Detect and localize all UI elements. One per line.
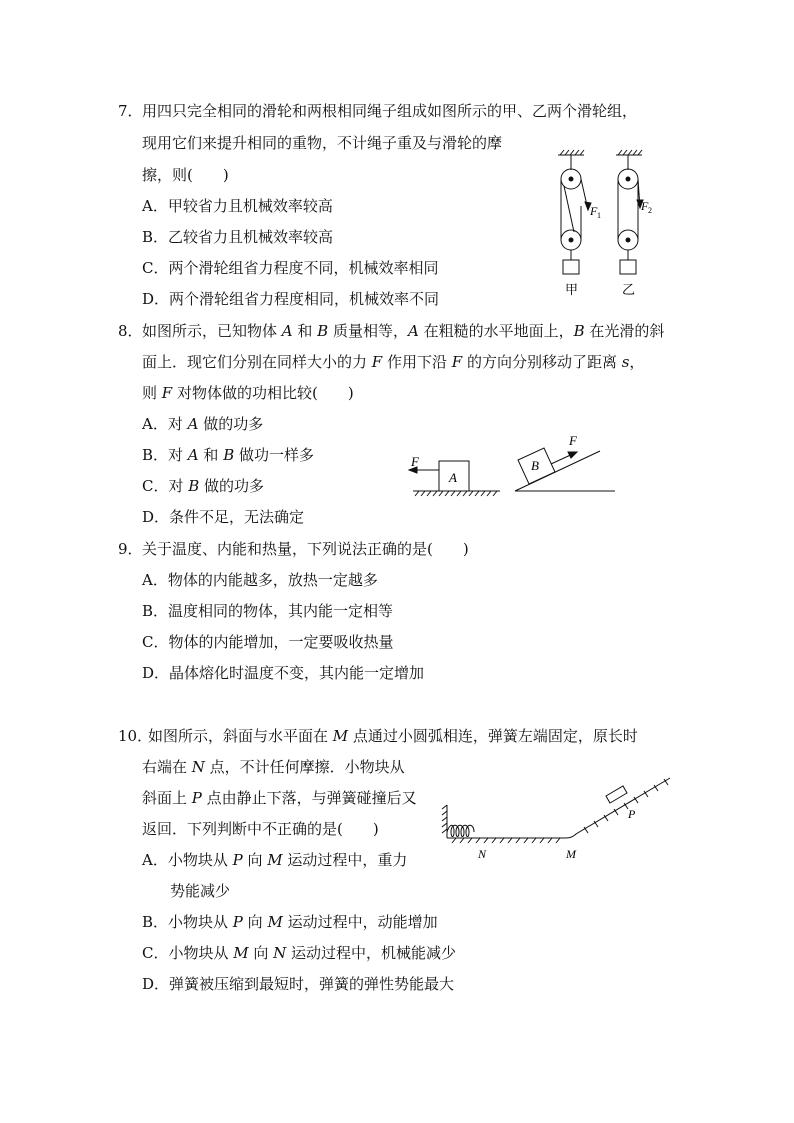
q7-number: 7． — [118, 102, 143, 120]
block-a-label: A — [449, 470, 457, 485]
weight-yi — [620, 260, 636, 274]
q10-option-c: C．小物块从 M 向 N 运动过程中，机械能减少 — [142, 944, 457, 962]
q8-number: 8． — [118, 322, 143, 340]
weight-jia — [563, 260, 579, 274]
q7-option-d: D．两个滑轮组省力程度相同，机械效率不同 — [142, 290, 440, 308]
force-incline-label: F — [569, 433, 577, 448]
label-jia: 甲 — [565, 282, 579, 297]
small-block — [606, 786, 627, 803]
force-f2-label: F — [641, 199, 649, 213]
q9-option-d: D．晶体熔化时温度不变，其内能一定增加 — [142, 664, 425, 682]
force-f1-subscript: 1 — [597, 211, 601, 220]
smooth-incline — [515, 451, 600, 491]
q10-option-a-line1: A．小物块从 P 向 M 运动过程中，重力 — [142, 851, 408, 869]
point-p-label: P — [628, 807, 636, 821]
point-m-label: M — [566, 847, 576, 861]
q10-option-d: D．弹簧被压缩到最短时，弹簧的弹性势能最大 — [142, 975, 455, 993]
incline — [566, 778, 670, 838]
force-left-label: F — [411, 454, 419, 469]
q8-option-d: D．条件不足，无法确定 — [142, 508, 305, 526]
q10-option-a-line2: 势能减少 — [170, 882, 231, 900]
q10-stem-line4: 返回．下列判断中不正确的是( ) — [142, 820, 379, 838]
q8-stem-line2: 面上．现它们分别在同样大小的力 F 作用下沿 F 的方向分别移动了距离 s， — [142, 353, 645, 371]
point-n-label: N — [478, 847, 487, 861]
q7-stem-line3: 擦，则( ) — [142, 166, 229, 184]
q9-option-c: C．物体的内能增加，一定要吸收热量 — [142, 633, 394, 651]
q10-stem-line2: 右端在 N 点，不计任何摩擦．小物块从 — [142, 758, 405, 776]
q8-option-c: C．对 B 做的功多 — [142, 477, 265, 495]
q8-stem-line1: 如图所示，已知物体 A 和 B 质量相等，A 在粗糙的水平地面上，B 在光滑的斜 — [142, 322, 665, 340]
block-incline-figure — [405, 430, 620, 500]
q9-option-b: B．温度相同的物体，其内能一定相等 — [142, 602, 394, 620]
label-yi: 乙 — [622, 282, 636, 297]
block-b-label: B — [531, 458, 539, 473]
q7-stem-line1: 用四只完全相同的滑轮和两根相同绳子组成如图所示的甲、乙两个滑轮组， — [142, 102, 638, 120]
q8-option-a: A．对 A 做的功多 — [142, 415, 264, 433]
q9-option-a: A．物体的内能越多，放热一定越多 — [142, 571, 378, 589]
q9-number: 9． — [118, 540, 143, 558]
q7-option-c: C．两个滑轮组省力程度不同，机械效率相同 — [142, 259, 439, 277]
q7-option-a: A．甲较省力且机械效率较高 — [142, 197, 333, 215]
q8-stem-line3: 则 F 对物体做的功相比较( ) — [142, 384, 354, 402]
spring-incline-figure — [438, 770, 673, 865]
q10-number: 10． — [118, 727, 153, 745]
spring — [447, 825, 474, 836]
q9-stem: 关于温度、内能和热量，下列说法正确的是( ) — [142, 540, 469, 558]
pulley-figure — [540, 148, 670, 298]
q10-stem-line3: 斜面上 P 点由静止下落，与弹簧碰撞后又 — [142, 789, 417, 807]
force-f2-subscript: 2 — [648, 206, 652, 215]
q7-option-b: B．乙较省力且机械效率较高 — [142, 228, 334, 246]
q10-option-b: B．小物块从 P 向 M 运动过程中，动能增加 — [142, 913, 438, 931]
q7-stem-line2: 现用它们来提升相同的重物，不计绳子重及与滑轮的摩 — [142, 134, 503, 152]
force-f1-label: F — [590, 204, 598, 218]
q10-stem-line1: 如图所示，斜面与水平面在 M 点通过小圆弧相连，弹簧左端固定，原长时 — [148, 727, 638, 745]
q8-option-b: B．对 A 和 B 做功一样多 — [142, 446, 314, 464]
